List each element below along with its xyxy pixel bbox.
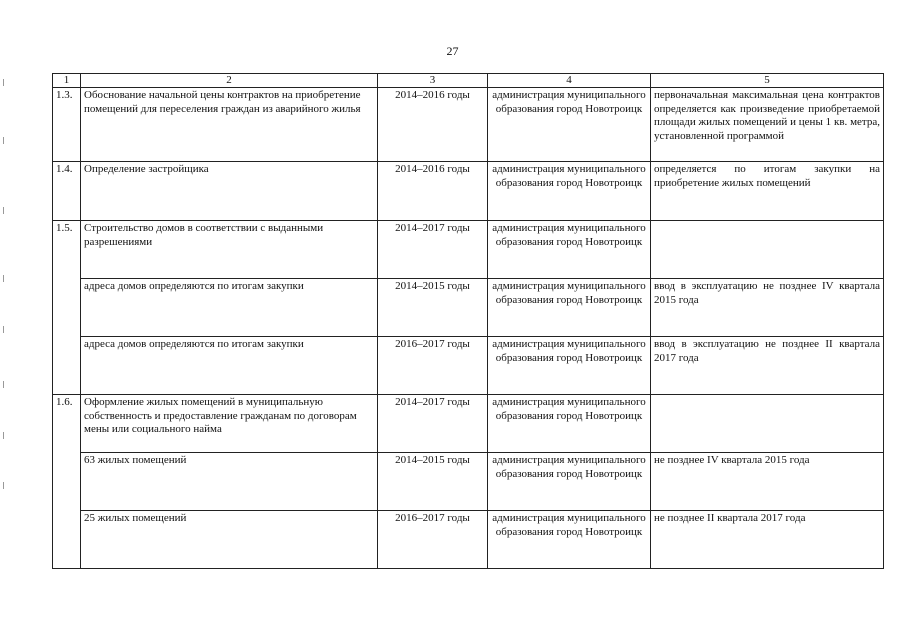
- page-number: 27: [446, 44, 459, 58]
- executor-cell: администрация муниципального образования город Новотроицк: [488, 453, 651, 511]
- executor-cell: администрация муниципального образования город Новотроицк: [488, 88, 651, 162]
- item-number: 1.4.: [53, 162, 81, 221]
- margin-tick: [3, 326, 4, 333]
- column-header: 1: [53, 74, 81, 88]
- period-cell: 2016–2017 годы: [378, 337, 488, 395]
- margin-tick: [3, 482, 4, 489]
- activity-cell: 25 жилых помещений: [81, 511, 378, 569]
- column-header: 4: [488, 74, 651, 88]
- margin-tick: [3, 137, 4, 144]
- column-header: 5: [651, 74, 884, 88]
- item-number: 1.6.: [53, 395, 81, 569]
- activity-cell: 63 жилых помещений: [81, 453, 378, 511]
- item-number: 1.3.: [53, 88, 81, 162]
- executor-cell: администрация муниципального образования город Новотроицк: [488, 162, 651, 221]
- margin-tick: [3, 432, 4, 439]
- result-cell: ввод в эксплуатацию не позднее II квартала 2017 года: [651, 337, 884, 395]
- result-cell: [651, 395, 884, 453]
- activity-cell: Строительство домов в соответствии с выданными разрешениями: [81, 221, 378, 279]
- column-header: 2: [81, 74, 378, 88]
- activities-table: [52, 73, 884, 569]
- table-row: [53, 221, 884, 279]
- table-row: [53, 337, 884, 395]
- table-row: [53, 162, 884, 221]
- period-cell: 2014–2015 годы: [378, 279, 488, 337]
- left-margin-marks: [0, 0, 6, 640]
- result-cell: определяется по итогам закупки на приобретение жилых помещений: [651, 162, 884, 221]
- executor-cell: администрация муниципального образования город Новотроицк: [488, 337, 651, 395]
- period-cell: 2014–2017 годы: [378, 221, 488, 279]
- margin-tick: [3, 207, 4, 214]
- table-row: [53, 395, 884, 453]
- period-cell: 2014–2015 годы: [378, 453, 488, 511]
- result-cell: ввод в эксплуатацию не позднее IV квартала 2015 года: [651, 279, 884, 337]
- table-header-row: [53, 74, 884, 88]
- table-row: [53, 511, 884, 569]
- activity-cell: Оформление жилых помещений в муниципальную собственность и предоставление гражданам по договорам мены или социального найма: [81, 395, 378, 453]
- activity-cell: адреса домов определяются по итогам закупки: [81, 279, 378, 337]
- executor-cell: администрация муниципального образования город Новотроицк: [488, 221, 651, 279]
- executor-cell: администрация муниципального образования город Новотроицк: [488, 279, 651, 337]
- margin-tick: [3, 79, 4, 86]
- margin-tick: [3, 381, 4, 388]
- result-cell: не позднее II квартала 2017 года: [651, 511, 884, 569]
- executor-cell: администрация муниципального образования город Новотроицк: [488, 511, 651, 569]
- margin-tick: [3, 275, 4, 282]
- table-row: [53, 453, 884, 511]
- result-cell: первоначальная максимальная цена контрактов определяется как произведение приобретаемой площади жилых помещений и цены 1 кв. метра, установленной программой: [651, 88, 884, 162]
- period-cell: 2014–2016 годы: [378, 162, 488, 221]
- result-cell: не позднее IV квартала 2015 года: [651, 453, 884, 511]
- period-cell: 2016–2017 годы: [378, 511, 488, 569]
- item-number: 1.5.: [53, 221, 81, 395]
- table-row: [53, 279, 884, 337]
- table-row: [53, 88, 884, 162]
- executor-cell: администрация муниципального образования город Новотроицк: [488, 395, 651, 453]
- period-cell: 2014–2017 годы: [378, 395, 488, 453]
- result-cell: [651, 221, 884, 279]
- activity-cell: Определение застройщика: [81, 162, 378, 221]
- period-cell: 2014–2016 годы: [378, 88, 488, 162]
- activity-cell: Обоснование начальной цены контрактов на приобретение помещений для переселения граждан из аварийного жилья: [81, 88, 378, 162]
- activity-cell: адреса домов определяются по итогам закупки: [81, 337, 378, 395]
- column-header: 3: [378, 74, 488, 88]
